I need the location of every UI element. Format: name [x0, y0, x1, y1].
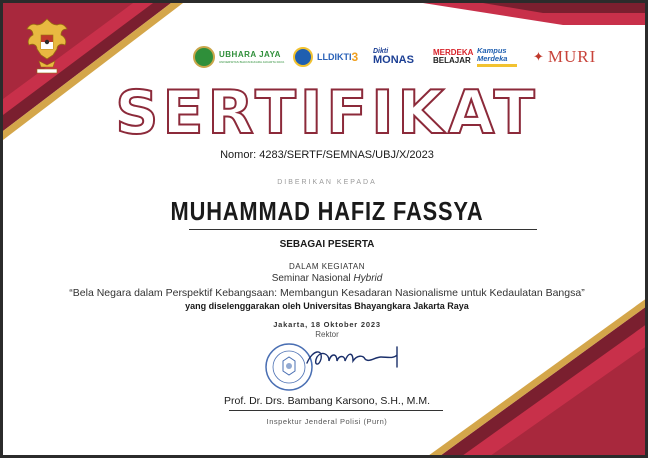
- kampus-top: Kampus: [477, 46, 507, 56]
- diktimonas-top: Dikti: [373, 48, 389, 55]
- given-to-label: DIBERIKAN KEPADA: [277, 179, 377, 186]
- signer-title: Inspektur Jenderal Polisi (Purn): [266, 417, 388, 426]
- certificate-number: Nomor: 4283/SERTF/SEMNAS/UBJ/X/2023: [220, 149, 434, 161]
- lldikti-number: 3: [351, 50, 359, 64]
- merdeka-top: MERDEKA: [433, 47, 474, 57]
- ubhara-jaya-logo: [193, 41, 284, 73]
- merdeka-bottom: BELAJAR: [433, 56, 471, 65]
- place-date: Jakarta, 18 Oktober 2023: [273, 320, 381, 329]
- diktimonas-logo: [373, 41, 414, 73]
- partner-logos: [193, 41, 633, 73]
- certificate-title: SERTIFIKAT: [115, 78, 539, 148]
- name-underline: [189, 229, 537, 230]
- merdeka-belajar-logo: [433, 41, 473, 73]
- diktimonas-bottom: MONAS: [373, 54, 414, 66]
- event-prefix: Seminar Nasional: [271, 273, 351, 284]
- ubhara-jaya-seal-icon: [193, 46, 215, 68]
- tut-wuri-handayani-icon: [293, 47, 313, 67]
- recipient-name: MUHAMMAD HAFIZ FASSYA: [170, 196, 484, 226]
- kampus-bar: [477, 64, 517, 67]
- event-theme: “Bela Negara dalam Perspektif Kebangsaan: Membangun Kesadaran Nasionalisme untuk Kedaulatan Bangsa”: [69, 287, 585, 299]
- lldikti-text: LLDIKTI: [317, 52, 352, 62]
- organizer-line: yang diselenggarakan oleh Universitas Bhayangkara Jakarta Raya: [185, 301, 469, 311]
- muri-text: MURI: [547, 47, 597, 66]
- activity-label: DALAM KEGIATAN: [288, 262, 366, 271]
- kampus-merdeka-logo: [477, 41, 517, 73]
- muri-star-icon: ✦: [533, 49, 544, 64]
- ubhara-jaya-name: UBHARA JAYA: [219, 49, 281, 59]
- signer-name: Prof. Dr. Drs. Bambang Karsono, S.H., M.M.: [224, 395, 430, 407]
- garuda-emblem-icon: [23, 15, 71, 77]
- event-italic: Hybrid: [353, 273, 383, 284]
- muri-logo: [533, 41, 596, 73]
- kampus-bottom: Merdeka: [477, 54, 508, 63]
- event-name: [3, 273, 648, 284]
- lldikti-logo: [317, 41, 365, 73]
- recipient-role: SEBAGAI PESERTA: [279, 239, 375, 250]
- signer-position: Rektor: [315, 330, 339, 339]
- signature-line: [229, 410, 443, 411]
- rector-signature: [303, 343, 403, 373]
- ubhara-jaya-subtitle: UNIVERSITAS BHAYANGKARA JAKARTA RAYA: [219, 59, 285, 64]
